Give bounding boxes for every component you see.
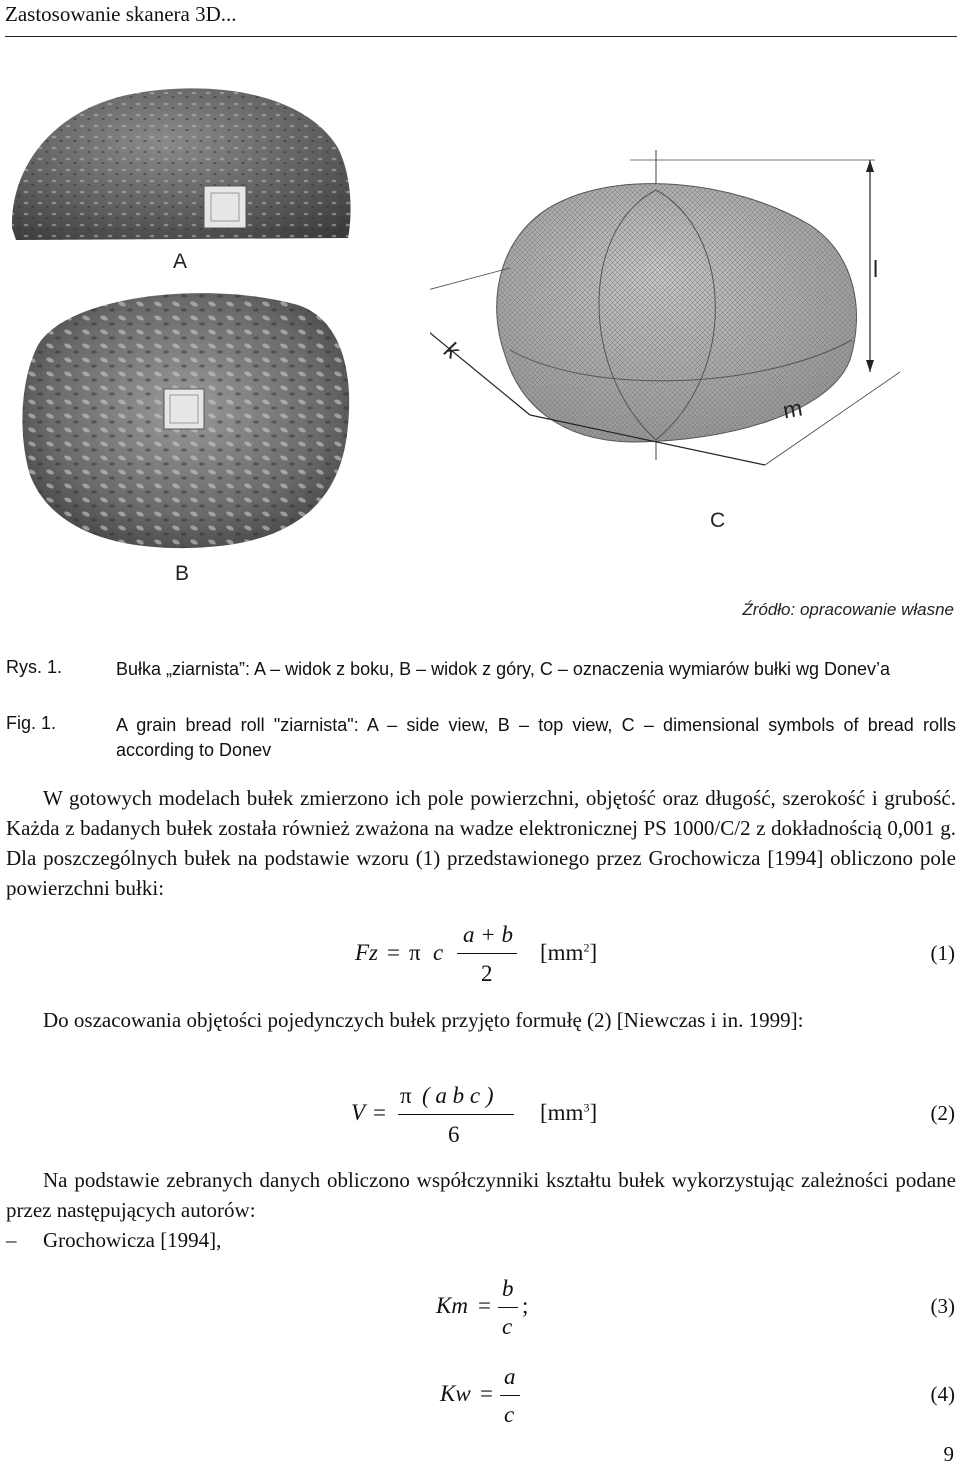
eq2-number: (2)	[930, 1101, 955, 1125]
eq1-c: c	[433, 940, 444, 965]
eq3-number: (3)	[930, 1294, 955, 1318]
eq1-unit: $[mm^2]$	[540, 940, 598, 965]
caption-pl-text: Bułka „ziarnista”: A – widok z boku, B – widok z góry, C – oznaczenia wymiarów bułki wg Donev’a	[116, 659, 891, 679]
eq4-lhs: Kw	[440, 1381, 471, 1406]
paragraph-2: Do oszacowania objętości pojedynczych bułek przyjęto formułę (2) [Niewczas i in. 1999]:	[43, 1008, 804, 1032]
eq4-number: (4)	[930, 1382, 955, 1406]
bread-3d-mesh-diagram	[430, 150, 900, 470]
dimension-label-m: m	[780, 394, 805, 424]
figure-label-b: B	[175, 562, 190, 585]
bread-side-view-photo	[8, 78, 358, 253]
eq1-denominator: 2	[481, 961, 493, 986]
caption-en-text: A grain bread roll "ziarnista": A – side view, B – top view, C – dimensional symbols of bread rolls according to Donev	[116, 715, 956, 760]
eq2-fraction-bar	[398, 1114, 514, 1115]
eq1-number: (1)	[930, 941, 955, 965]
eq3-numerator: b	[502, 1276, 514, 1301]
eq3-semicolon: ;	[522, 1293, 529, 1318]
paragraph-1: W gotowych modelach bułek zmierzono ich pole powierzchni, objętość oraz długość, szerokość i grubość. Każda z badanych bułek została również zważona na wadze elektronicznej PS 1000/C/2 z dokładnością 0,001 g. Dla poszczególnych bułek na podstawie wzoru (1) przedstawionego przez Grochowicza [1994] obliczono pole powierzchni bułki:	[6, 786, 956, 900]
eq1-numerator: a + b	[463, 922, 514, 947]
figure-label-a: A	[173, 250, 188, 273]
figure-source: Źródło: opracowanie własne	[742, 600, 954, 619]
running-header: Zastosowanie skanera 3D...	[5, 2, 237, 26]
eq3-lhs: Km	[436, 1293, 468, 1318]
figure-label-c: C	[710, 509, 726, 532]
eq4-numerator: a	[504, 1364, 516, 1389]
dimension-label-k: k	[439, 336, 465, 365]
dimension-label-l: l	[873, 256, 879, 282]
list-dash: –	[6, 1228, 17, 1252]
caption-en-tag: Fig. 1.	[6, 713, 57, 733]
eq2-unit: $[mm^3]$	[540, 1100, 598, 1125]
header-rule	[5, 36, 957, 37]
caption-pl-tag: Rys. 1.	[6, 657, 63, 677]
eq2-lhs: V	[351, 1100, 366, 1125]
eq4-equals: =	[480, 1381, 493, 1406]
list-item: Grochowicza [1994],	[43, 1228, 222, 1252]
eq4-denominator: c	[504, 1402, 515, 1427]
eq1-lhs: Fz	[355, 940, 378, 965]
eq3-denominator: c	[502, 1314, 513, 1339]
eq1-pi: π	[409, 940, 421, 965]
eq2-denominator: 6	[448, 1122, 460, 1147]
page-number: 9	[943, 1442, 954, 1466]
bread-top-view-photo	[8, 285, 358, 555]
eq2-numerator-expr: ( a b c )	[422, 1083, 494, 1108]
eq1-fraction-bar	[457, 953, 517, 954]
eq3-fraction-bar	[498, 1307, 518, 1308]
eq2-numerator-pi: π	[400, 1083, 412, 1108]
eq2-equals: =	[373, 1100, 386, 1125]
eq3-equals: =	[478, 1293, 491, 1318]
eq1-equals: =	[387, 940, 400, 965]
eq4-fraction-bar	[500, 1395, 520, 1396]
paragraph-3: Na podstawie zebranych danych obliczono współczynniki kształtu bułek wykorzystując zależności podane przez następujących autorów:	[6, 1168, 956, 1222]
